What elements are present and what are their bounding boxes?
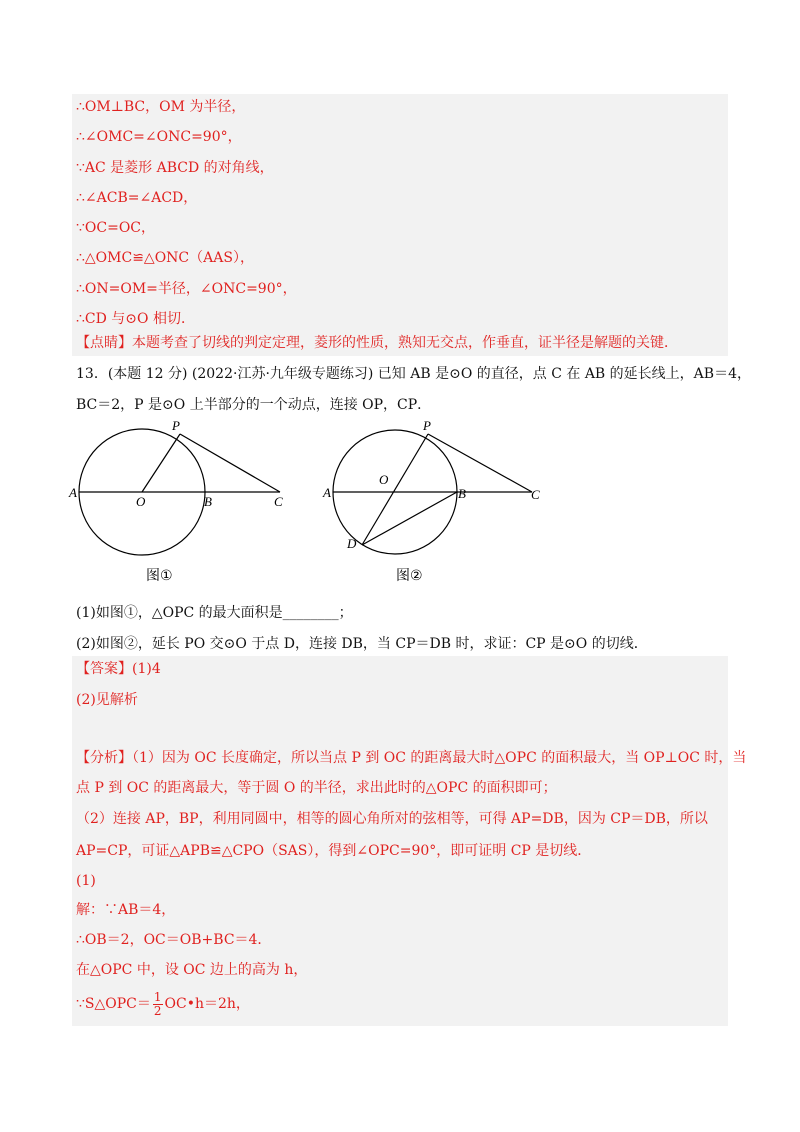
answer-line-1: 【答案】(1)4	[76, 661, 161, 677]
label-b: B	[458, 486, 466, 501]
analysis-line: 在△OPC 中，设 OC 边上的高为 h，	[76, 962, 308, 978]
dianjing-note: 【点睛】本题考查了切线的判定定理，菱形的性质，熟知无交点，作垂直，证半径是解题的关键．	[76, 335, 678, 351]
question-line-1: 13．(本题 12 分) (2022·江苏·九年级专题练习) 已知 AB 是⊙O 的直径，点 C 在 AB 的延长线上，AB＝4，	[76, 366, 751, 382]
fraction-numerator: 1	[153, 989, 162, 1004]
question-line-2: BC＝2，P 是⊙O 上半部分的一个动点，连接 OP，CP．	[76, 397, 432, 413]
sub-question-1: (1)如图①，△OPC 的最大面积是________；	[76, 605, 353, 621]
formula-suffix: OC•h＝2h，	[164, 996, 250, 1012]
analysis-line: 解：∵AB＝4，	[76, 902, 176, 918]
solution-line: ∴△OMC≌△ONC（AAS），	[76, 250, 254, 266]
label-o: O	[136, 494, 146, 509]
solution-line: ∴ON=OM=半径，∠ONC=90°，	[76, 281, 297, 297]
figure-2-caption: 图②	[396, 568, 423, 584]
solution-line: ∴CD 与⊙O 相切．	[76, 311, 195, 327]
label-o: O	[379, 472, 389, 487]
formula-prefix: ∵S△OPC＝	[76, 996, 151, 1012]
fraction-half	[153, 991, 163, 1018]
label-c: C	[531, 487, 540, 502]
label-b: B	[204, 494, 212, 509]
figure-2	[322, 418, 547, 558]
label-a: A	[69, 485, 77, 500]
label-p: P	[423, 418, 431, 433]
analysis-line: AP=CP，可证△APB≌△CPO（SAS），得到∠OPC=90°，即可证明 CP 是切线．	[76, 843, 592, 859]
solution-line: ∵OC=OC，	[76, 220, 156, 236]
analysis-line: ∴OB＝2，OC＝OB+BC＝4．	[76, 932, 272, 948]
solution-line: ∴OM⊥BC，OM 为半径，	[76, 99, 246, 115]
label-d: D	[347, 536, 357, 551]
label-p: P	[172, 418, 180, 433]
analysis-line: (1)	[76, 873, 96, 889]
solution-line: ∴∠ACB=∠ACD，	[76, 190, 198, 206]
fraction-denominator: 2	[153, 1003, 162, 1018]
solution-line: ∴∠OMC=∠ONC=90°，	[76, 129, 242, 145]
analysis-line: （2）连接 AP，BP，利用同圆中，相等的圆心角所对的弦相等，可得 AP=DB，因为 CP＝DB，所以	[76, 811, 708, 827]
figure-1	[68, 418, 298, 558]
label-c: C	[274, 494, 283, 509]
analysis-line: 【分析】（1）因为 OC 长度确定，所以当点 P 到 OC 的距离最大时△OPC 的面积最大，当 OP⊥OC 时，当	[76, 750, 747, 766]
area-formula	[76, 990, 250, 1018]
figure-1-caption: 图①	[146, 568, 173, 584]
answer-line-2: (2)见解析	[76, 692, 138, 708]
solution-line: ∵AC 是菱形 ABCD 的对角线，	[76, 160, 274, 176]
sub-question-2: (2)如图②，延长 PO 交⊙O 于点 D，连接 DB，当 CP＝DB 时，求证：CP 是⊙O 的切线．	[76, 636, 648, 652]
label-a: A	[323, 485, 331, 500]
analysis-line: 点 P 到 OC 的距离最大，等于圆 O 的半径，求出此时的△OPC 的面积即可；	[76, 780, 557, 796]
